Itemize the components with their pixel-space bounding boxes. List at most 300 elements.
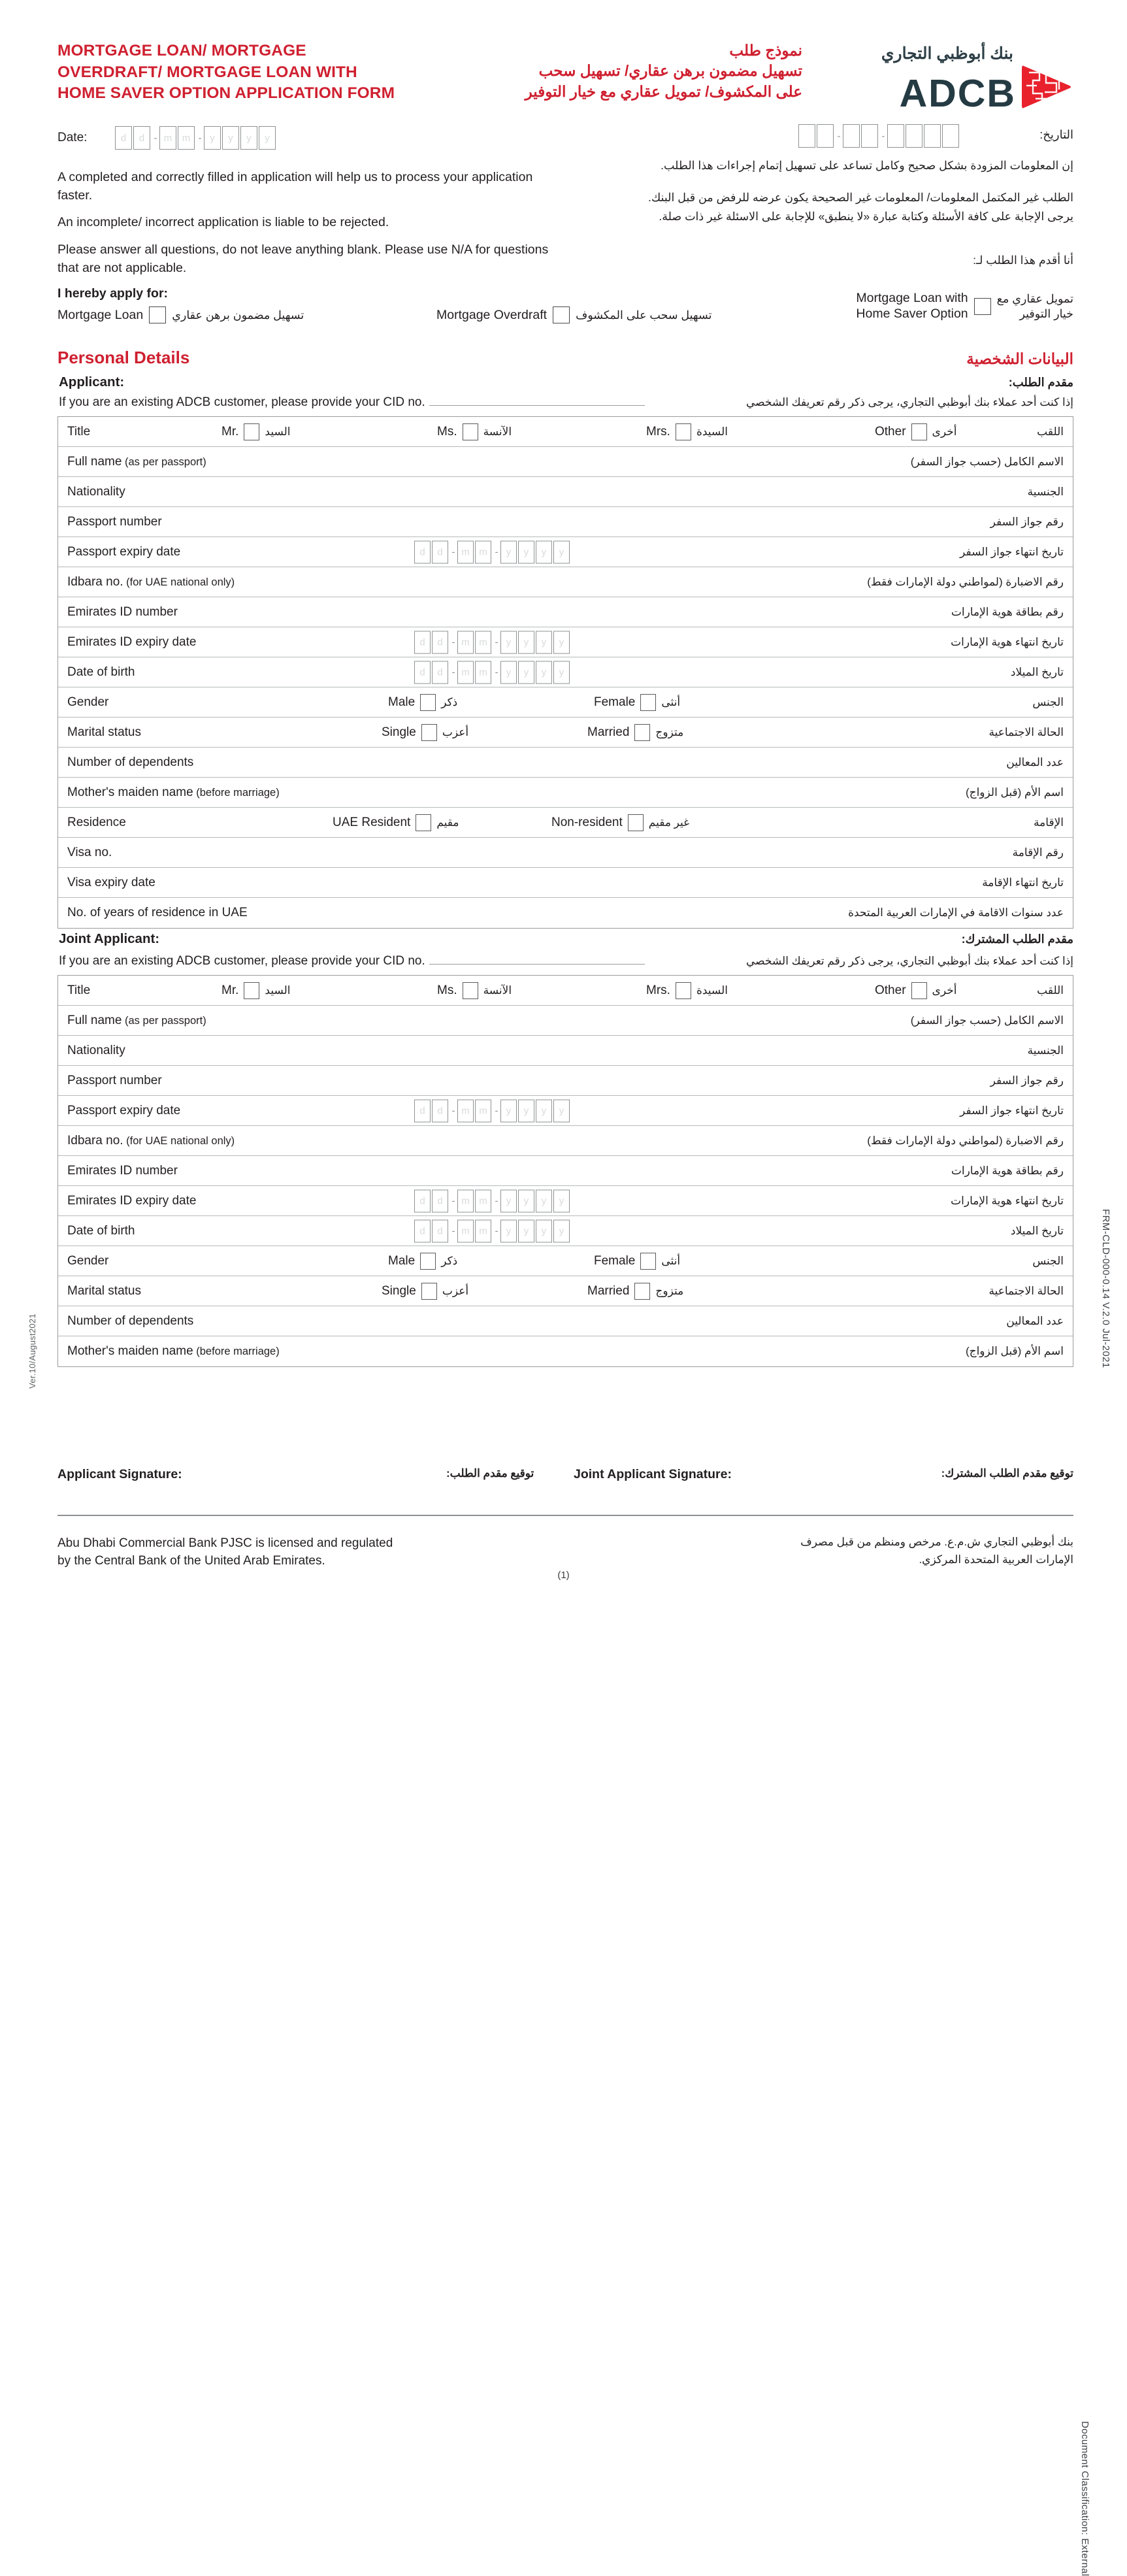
loan-option-2-label-ar: تسهيل سحب على المكشوف bbox=[576, 308, 712, 322]
applicant-row[interactable] bbox=[58, 537, 1073, 567]
date-month1[interactable]: m bbox=[159, 126, 176, 150]
joint-row-10-marital-option-0-label-ar: أعزب bbox=[442, 1284, 469, 1297]
applicant-row-8-date-group[interactable] bbox=[414, 661, 571, 684]
applicant-row-6-label-en: Emirates ID number bbox=[67, 604, 178, 619]
applicant-row-4-day1[interactable]: d bbox=[414, 540, 431, 563]
applicant-row-8-yr1[interactable]: y bbox=[500, 661, 517, 684]
applicant-row-0-title-option-3-checkbox[interactable] bbox=[911, 423, 927, 440]
applicant-row-9-gender-option-0-label-en: Male bbox=[388, 695, 416, 709]
applicant-row-0-title-option-0[interactable] bbox=[221, 423, 291, 440]
joint-row-9-gender-option-0-checkbox[interactable] bbox=[420, 1253, 436, 1270]
joint-row-0-title-option-0-label-ar: السيد bbox=[265, 983, 291, 997]
joint-row-2-label-ar: الجنسية bbox=[1027, 1044, 1064, 1057]
applicant-row-10-marital-option-1[interactable] bbox=[587, 724, 683, 741]
date-ar-sep2: - bbox=[881, 130, 885, 142]
joint-row-10-label-ar: الحالة الاجتماعية bbox=[988, 1284, 1064, 1297]
joint-row-4-label-en: Passport expiry date bbox=[67, 1103, 181, 1117]
joint-row-7-yr4[interactable]: y bbox=[553, 1189, 570, 1212]
applicant-row-10-label-en: Marital status bbox=[67, 725, 141, 739]
joint-row-7-mon2[interactable]: m bbox=[475, 1189, 491, 1212]
joint-row-8-yr4[interactable]: y bbox=[553, 1219, 570, 1242]
date-label: Date: bbox=[57, 131, 88, 144]
applicant-row-13-residence-option-1[interactable] bbox=[551, 814, 689, 831]
applicant-row-0-title-option-0-checkbox[interactable] bbox=[244, 423, 259, 440]
applicant-row-0-title-option-3[interactable] bbox=[875, 423, 956, 440]
joint-row-8-label-ar: تاريخ الميلاد bbox=[1010, 1224, 1064, 1237]
applicant-row-4-day2[interactable]: d bbox=[432, 540, 448, 563]
joint-applicant-subheading: Joint Applicant: bbox=[59, 931, 160, 946]
hereby-apply-label-arabic: أنا أقدم هذا الطلب لـ: bbox=[973, 254, 1073, 267]
applicant-row-7-label-en: Emirates ID expiry date bbox=[67, 635, 197, 649]
joint-row[interactable] bbox=[58, 1126, 1073, 1156]
applicant-row-14-label-en: Visa no. bbox=[67, 845, 112, 859]
date-month2[interactable]: m bbox=[178, 126, 195, 150]
joint-row-4-mon1[interactable]: m bbox=[457, 1099, 474, 1122]
joint-row-0-title-option-1-label-en: Ms. bbox=[437, 983, 457, 997]
applicant-row[interactable] bbox=[58, 597, 1073, 627]
date-day1[interactable]: d bbox=[115, 126, 132, 150]
applicant-row-13-residence-option-0[interactable] bbox=[333, 814, 459, 831]
applicant-row-2-label-en: Nationality bbox=[67, 484, 125, 499]
applicant-row-4-yr1[interactable]: y bbox=[500, 540, 517, 563]
applicant-row-0-title-option-1[interactable] bbox=[437, 423, 512, 440]
joint-row-8-date-group[interactable] bbox=[414, 1219, 571, 1242]
applicant-row-8-yr3[interactable]: y bbox=[536, 661, 552, 684]
applicant-row-8-yr4[interactable]: y bbox=[553, 661, 570, 684]
joint-row-9-gender-option-1-checkbox[interactable] bbox=[640, 1253, 656, 1270]
signature-block bbox=[57, 1467, 1073, 1493]
applicant-row-13-residence-option-0-label-en: UAE Resident bbox=[333, 815, 411, 829]
applicant-row-8-yr2[interactable]: y bbox=[518, 661, 534, 684]
joint-row-5-label-en: Idbara no. (for UAE national only) bbox=[67, 1133, 235, 1148]
joint-row-12-label-en: Mother's maiden name (before marriage) bbox=[67, 1344, 280, 1358]
joint-row-4-yr4[interactable]: y bbox=[553, 1099, 570, 1122]
applicant-cid-note bbox=[59, 395, 645, 410]
applicant-row-10-marital-option-1-label-en: Married bbox=[587, 725, 630, 739]
applicant-row-7-mon2[interactable]: m bbox=[475, 631, 491, 653]
joint-row-10-marital-option-0-label-en: Single bbox=[382, 1283, 416, 1298]
applicant-row-7-yr4[interactable]: y bbox=[553, 631, 570, 653]
date-input-group[interactable] bbox=[115, 126, 277, 150]
form-title-arabic: نموذج طلب تسهيل مضمون برهن عقاري/ تسهيل سحب على المكشوف/ تمويل عقاري مع خيار التوفير bbox=[525, 42, 802, 100]
applicant-row-13-residence-option-1-label-ar: غير مقيم bbox=[648, 816, 690, 829]
joint-row-0-title-option-3[interactable] bbox=[875, 982, 956, 999]
applicant-row-9-label-ar: الجنس bbox=[1032, 695, 1064, 708]
document-classification-side bbox=[1079, 1209, 1111, 2576]
applicant-row-7-yr1[interactable]: y bbox=[500, 631, 517, 653]
footer-divider bbox=[57, 1515, 1073, 1516]
loan-option-3-checkbox[interactable] bbox=[974, 298, 991, 315]
joint-row-0-title-option-1-label-ar: الآنسة bbox=[483, 983, 512, 997]
applicant-row-0-title-option-0-label-ar: السيد bbox=[265, 425, 291, 438]
joint-row-10-marital-option-1[interactable] bbox=[587, 1283, 683, 1300]
applicant-row-4-yr2[interactable]: y bbox=[518, 540, 534, 563]
joint-row-4-yr3[interactable]: y bbox=[536, 1099, 552, 1122]
applicant-row-7-day1[interactable]: d bbox=[414, 631, 431, 653]
footer-text-arabic: بنك أبوظبي التجاري ش.م.ع. مرخص ومنظم من قبل مصرف الإمارات العربية المتحدة المركزي. bbox=[800, 1536, 1073, 1566]
applicant-row-1-label-ar: الاسم الكامل (حسب جواز السفر) bbox=[910, 455, 1064, 468]
applicant-row[interactable] bbox=[58, 447, 1073, 477]
joint-row[interactable] bbox=[58, 1306, 1073, 1336]
applicant-row-10-label-ar: الحالة الاجتماعية bbox=[988, 725, 1064, 738]
applicant-row-10-marital-option-0-checkbox[interactable] bbox=[421, 724, 437, 741]
joint-row-7-label-ar: تاريخ انتهاء هوية الإمارات bbox=[951, 1194, 1064, 1207]
loan-option-3-label-en: Mortgage Loan with Home Saver Option bbox=[856, 291, 968, 321]
applicant-row[interactable] bbox=[58, 567, 1073, 597]
applicant-row-8-mon2[interactable]: m bbox=[475, 661, 491, 684]
applicant-row-1-label-en: Full name (as per passport) bbox=[67, 454, 206, 469]
applicant-row-16-label-ar: عدد سنوات الاقامة في الإمارات العربية المتحدة bbox=[848, 906, 1064, 919]
joint-cid-note-arabic: إذا كنت أحد عملاء بنك أبوظبي التجاري، يرجى ذكر رقم تعريفك الشخصي bbox=[745, 955, 1073, 967]
applicant-row-8-day1[interactable]: d bbox=[414, 661, 431, 684]
joint-row-8-yr1[interactable]: y bbox=[500, 1219, 517, 1242]
applicant-row-3-label-en: Passport number bbox=[67, 514, 162, 529]
applicant-cid-note-text: If you are an existing ADCB customer, please provide your CID no. bbox=[59, 395, 425, 409]
joint-row-11-label-ar: عدد المعالين bbox=[1006, 1314, 1064, 1327]
joint-row[interactable] bbox=[58, 1276, 1073, 1306]
joint-row-4-dash-2: - bbox=[451, 1105, 455, 1116]
applicant-row-15-label-en: Visa expiry date bbox=[67, 875, 155, 889]
applicant-row-0-title-option-1-label-ar: الآنسة bbox=[483, 425, 512, 438]
joint-row[interactable] bbox=[58, 1006, 1073, 1036]
joint-cid-note bbox=[59, 954, 645, 968]
date-year1[interactable]: y bbox=[204, 126, 221, 150]
joint-row-0-title-option-2[interactable] bbox=[646, 982, 728, 999]
hereby-apply-label: I hereby apply for: bbox=[57, 286, 169, 301]
applicant-row-4-dash-5: - bbox=[495, 546, 498, 557]
applicant-row-10-marital-option-0-label-en: Single bbox=[382, 725, 416, 739]
applicant-row-12-label-ar: اسم الأم (قبل الزواج) bbox=[965, 785, 1064, 799]
date-year3[interactable]: y bbox=[240, 126, 257, 150]
joint-row-0-title-option-2-checkbox[interactable] bbox=[676, 982, 691, 999]
joint-row-0-title-option-3-label-en: Other bbox=[875, 983, 906, 997]
applicant-row-13-residence-option-1-label-en: Non-resident bbox=[551, 815, 623, 829]
intro-line-2: An incomplete/ incorrect application is liable to be rejected. bbox=[57, 215, 389, 230]
loan-option-3-label-ar: تمويل عقاري مع خيار التوفير bbox=[996, 292, 1073, 320]
joint-row-8-yr2[interactable]: y bbox=[518, 1219, 534, 1242]
joint-row-9-label-ar: الجنس bbox=[1032, 1254, 1064, 1267]
joint-row-8-dash-5: - bbox=[495, 1225, 498, 1236]
applicant-row-9-gender-option-1[interactable] bbox=[594, 694, 680, 711]
applicant-row[interactable] bbox=[58, 718, 1073, 748]
applicant-row-13-label-en: Residence bbox=[67, 815, 126, 829]
date-sep2: - bbox=[198, 132, 202, 144]
date-day2[interactable]: d bbox=[133, 126, 150, 150]
applicant-row-13-residence-option-0-checkbox[interactable] bbox=[416, 814, 431, 831]
applicant-row-9-label-en: Gender bbox=[67, 695, 109, 709]
joint-row[interactable] bbox=[58, 1246, 1073, 1276]
joint-row-0-title-option-0[interactable] bbox=[221, 982, 291, 999]
footer-text-english: Abu Dhabi Commercial Bank PJSC is licensed and regulated by the Central Bank of the United Arab Emirates. bbox=[57, 1536, 393, 1568]
joint-row-10-label-en: Marital status bbox=[67, 1283, 141, 1298]
applicant-row-0-title-option-2[interactable] bbox=[646, 423, 728, 440]
joint-row-9-gender-option-0-label-ar: ذكر bbox=[441, 1254, 458, 1267]
loan-option-home-saver[interactable] bbox=[856, 291, 1073, 322]
applicant-row-0-title-option-3-label-en: Other bbox=[875, 424, 906, 438]
form-code-text: FRM-CLD-000-0.14 V.2.0 Jul-2021 bbox=[1100, 1209, 1111, 1368]
joint-row-0-label-ar: اللقب bbox=[1037, 983, 1064, 997]
applicant-row-8-label-ar: تاريخ الميلاد bbox=[1010, 665, 1064, 678]
applicant-row-15-label-ar: تاريخ انتهاء الإقامة bbox=[982, 876, 1064, 889]
loan-option-1-checkbox[interactable] bbox=[149, 306, 166, 323]
joint-row-9-gender-option-1-label-en: Female bbox=[594, 1253, 636, 1268]
joint-row-5-label-ar: رقم الاضبارة (لمواطني دولة الإمارات فقط) bbox=[867, 1134, 1064, 1147]
joint-row-4-yr1[interactable]: y bbox=[500, 1099, 517, 1122]
applicant-row-4-yr3[interactable]: y bbox=[536, 540, 552, 563]
applicant-row-5-label-ar: رقم الاضبارة (لمواطني دولة الإمارات فقط) bbox=[867, 575, 1064, 588]
date-ar-m1[interactable] bbox=[843, 124, 860, 148]
joint-row-7-dash-5: - bbox=[495, 1195, 498, 1206]
loan-option-1-label-ar: تسهيل مضمون برهن عقاري bbox=[172, 308, 304, 322]
date-ar-y3[interactable] bbox=[924, 124, 941, 148]
document-classification-text: Document Classification: External bbox=[1079, 2421, 1090, 2576]
joint-applicant-details-table bbox=[57, 975, 1073, 1367]
joint-row-4-label-ar: تاريخ انتهاء جواز السفر bbox=[960, 1104, 1064, 1117]
joint-row-4-dash-5: - bbox=[495, 1105, 498, 1116]
joint-cid-input[interactable] bbox=[429, 955, 645, 965]
applicant-row[interactable] bbox=[58, 627, 1073, 657]
applicant-row-0-label-ar: اللقب bbox=[1037, 425, 1064, 438]
applicant-row[interactable] bbox=[58, 748, 1073, 778]
applicant-row-6-label-ar: رقم بطاقة هوية الإمارات bbox=[951, 605, 1064, 618]
applicant-row-3-label-ar: رقم جواز السفر bbox=[990, 515, 1064, 528]
joint-row-7-date-group[interactable] bbox=[414, 1189, 571, 1212]
applicant-row-14-label-ar: رقم الإقامة bbox=[1012, 846, 1064, 859]
joint-row[interactable] bbox=[58, 1336, 1073, 1366]
applicant-row-7-dash-5: - bbox=[495, 636, 498, 648]
date-label-arabic: التاريخ: bbox=[1039, 128, 1073, 141]
joint-row-10-marital-option-0[interactable] bbox=[382, 1283, 468, 1300]
applicant-row[interactable] bbox=[58, 687, 1073, 718]
joint-row-0-title-option-1-checkbox[interactable] bbox=[463, 982, 478, 999]
joint-row-0-title-option-2-label-en: Mrs. bbox=[646, 983, 670, 997]
joint-row-0-title-option-2-label-ar: السيدة bbox=[696, 983, 728, 997]
applicant-signature-label: Applicant Signature: bbox=[57, 1467, 182, 1481]
joint-row-6-label-ar: رقم بطاقة هوية الإمارات bbox=[951, 1164, 1064, 1177]
applicant-row[interactable] bbox=[58, 868, 1073, 898]
joint-row[interactable] bbox=[58, 1036, 1073, 1066]
joint-row-0-title-option-3-checkbox[interactable] bbox=[911, 982, 927, 999]
date-ar-sep1: - bbox=[837, 130, 841, 142]
joint-row-10-marital-option-1-checkbox[interactable] bbox=[634, 1283, 650, 1300]
joint-row-4-day2[interactable]: d bbox=[432, 1099, 448, 1122]
applicant-row-0-title-option-2-label-ar: السيدة bbox=[696, 425, 728, 438]
date-sep1: - bbox=[154, 132, 157, 144]
joint-row[interactable] bbox=[58, 1156, 1073, 1186]
intro-text-arabic bbox=[603, 157, 1073, 240]
applicant-row-13-label-ar: الإقامة bbox=[1034, 816, 1064, 829]
applicant-row-8-dash-2: - bbox=[451, 667, 455, 678]
joint-row-6-label-en: Emirates ID number bbox=[67, 1163, 178, 1178]
applicant-row[interactable] bbox=[58, 808, 1073, 838]
joint-row[interactable] bbox=[58, 1186, 1073, 1216]
joint-row[interactable] bbox=[58, 1216, 1073, 1246]
joint-row-0-title-option-0-checkbox[interactable] bbox=[244, 982, 259, 999]
joint-row[interactable] bbox=[58, 1096, 1073, 1126]
applicant-row-10-marital-option-1-label-ar: متزوج bbox=[655, 725, 684, 738]
applicant-details-table bbox=[57, 416, 1073, 929]
loan-option-mortgage-overdraft[interactable] bbox=[436, 306, 711, 323]
applicant-row-4-yr4[interactable]: y bbox=[553, 540, 570, 563]
applicant-row-4-dash-2: - bbox=[451, 546, 455, 557]
date-ar-d2[interactable] bbox=[817, 124, 834, 148]
joint-row-8-day2[interactable]: d bbox=[432, 1219, 448, 1242]
joint-row-7-day2[interactable]: d bbox=[432, 1189, 448, 1212]
applicant-row-12-label-en: Mother's maiden name (before marriage) bbox=[67, 785, 280, 799]
applicant-row[interactable] bbox=[58, 507, 1073, 537]
joint-row-7-yr2[interactable]: y bbox=[518, 1189, 534, 1212]
applicant-subheading: Applicant: bbox=[59, 374, 125, 389]
joint-row-4-day1[interactable]: d bbox=[414, 1099, 431, 1122]
intro-ar-line-3: يرجى الإجابة على كافة الأسئلة وكتابة عبارة «لا ينطبق» للإجابة على الاسئلة غير ذات صلة. bbox=[659, 210, 1073, 223]
joint-signature-label-arabic: توقيع مقدم الطلب المشترك: bbox=[941, 1467, 1073, 1479]
applicant-row-10-marital-option-0-label-ar: أعزب bbox=[442, 725, 469, 738]
loan-option-mortgage-loan[interactable] bbox=[57, 306, 304, 323]
joint-row-7-yr1[interactable]: y bbox=[500, 1189, 517, 1212]
adcb-logo bbox=[848, 44, 1073, 115]
intro-line-1: A completed and correctly filled in application will help us to process your application faster. bbox=[57, 170, 533, 203]
applicant-row-9-gender-option-1-checkbox[interactable] bbox=[640, 694, 656, 711]
date-ar-d1[interactable] bbox=[798, 124, 815, 148]
applicant-signature-label-arabic: توقيع مقدم الطلب: bbox=[446, 1467, 534, 1479]
joint-row-7-dash-2: - bbox=[451, 1195, 455, 1206]
applicant-row-10-marital-option-1-checkbox[interactable] bbox=[634, 724, 650, 741]
intro-line-3: Please answer all questions, do not leave anything blank. Please use N/A for questions that are not applicable. bbox=[57, 242, 549, 275]
applicant-row-9-gender-option-1-label-en: Female bbox=[594, 695, 636, 709]
date-ar-y2[interactable] bbox=[906, 124, 923, 148]
applicant-row-11-label-ar: عدد المعالين bbox=[1006, 755, 1064, 768]
joint-row-8-day1[interactable]: d bbox=[414, 1219, 431, 1242]
applicant-row-4-label-ar: تاريخ انتهاء جواز السفر bbox=[960, 545, 1064, 558]
applicant-row-4-mon1[interactable]: m bbox=[457, 540, 474, 563]
date-ar-y1[interactable] bbox=[887, 124, 904, 148]
applicant-row-9-gender-option-0-checkbox[interactable] bbox=[420, 694, 436, 711]
page-number: (1) bbox=[557, 1570, 570, 1581]
joint-row-8-label-en: Date of birth bbox=[67, 1223, 135, 1238]
applicant-row-0-title-option-0-label-en: Mr. bbox=[221, 424, 239, 438]
joint-row-0-title-option-1[interactable] bbox=[437, 982, 512, 999]
applicant-row-9-gender-option-0[interactable] bbox=[388, 694, 457, 711]
intro-ar-line-2: الطلب غير المكتمل المعلومات/ المعلومات غير الصحيحة يكون عرضه للرفض من قبل البنك. bbox=[647, 191, 1073, 205]
joint-row-7-day1[interactable]: d bbox=[414, 1189, 431, 1212]
joint-row-4-date-group[interactable] bbox=[414, 1099, 571, 1122]
applicant-row[interactable] bbox=[58, 838, 1073, 868]
joint-row-12-label-ar: اسم الأم (قبل الزواج) bbox=[965, 1345, 1064, 1357]
applicant-row-0-title-option-3-label-ar: أخرى bbox=[932, 425, 957, 438]
adcb-triangle-icon bbox=[1020, 63, 1073, 110]
joint-row-0-title-option-3-label-ar: أخرى bbox=[932, 983, 957, 997]
joint-row-1-label-ar: الاسم الكامل (حسب جواز السفر) bbox=[910, 1014, 1064, 1027]
applicant-row-0-title-option-2-checkbox[interactable] bbox=[676, 423, 691, 440]
applicant-row-13-residence-option-1-checkbox[interactable] bbox=[628, 814, 644, 831]
applicant-row-7-dash-2: - bbox=[451, 636, 455, 648]
joint-row-8-mon1[interactable]: m bbox=[457, 1219, 474, 1242]
applicant-row-4-date-group[interactable] bbox=[414, 540, 571, 563]
applicant-cid-input[interactable] bbox=[429, 397, 645, 406]
intro-text-english bbox=[57, 169, 554, 303]
joint-signature-label: Joint Applicant Signature: bbox=[574, 1467, 732, 1481]
joint-row-9-gender-option-1-label-ar: أنثى bbox=[661, 1254, 681, 1267]
joint-row-4-yr2[interactable]: y bbox=[518, 1099, 534, 1122]
date-year4[interactable]: y bbox=[259, 126, 276, 150]
joint-row-8-yr3[interactable]: y bbox=[536, 1219, 552, 1242]
applicant-row[interactable] bbox=[58, 417, 1073, 447]
joint-row-0-label-en: Title bbox=[67, 983, 91, 997]
joint-row-9-gender-option-0[interactable] bbox=[388, 1253, 457, 1270]
joint-row-3-label-ar: رقم جواز السفر bbox=[990, 1074, 1064, 1087]
date-input-group-arabic[interactable] bbox=[798, 124, 960, 148]
form-title-english: MORTGAGE LOAN/ MORTGAGE OVERDRAFT/ MORTGAGE LOAN WITH HOME SAVER OPTION APPLICATION FORM bbox=[57, 42, 395, 103]
applicant-row-7-yr2[interactable]: y bbox=[518, 631, 534, 653]
applicant-row-0-title-option-1-checkbox[interactable] bbox=[463, 423, 478, 440]
joint-row-10-marital-option-1-label-en: Married bbox=[587, 1283, 630, 1298]
applicant-row-0-title-option-1-label-en: Ms. bbox=[437, 424, 457, 438]
joint-row-4-mon2[interactable]: m bbox=[475, 1099, 491, 1122]
joint-row-7-yr3[interactable]: y bbox=[536, 1189, 552, 1212]
applicant-row-8-dash-5: - bbox=[495, 667, 498, 678]
joint-row-10-marital-option-0-checkbox[interactable] bbox=[421, 1283, 437, 1300]
joint-row-9-gender-option-0-label-en: Male bbox=[388, 1253, 416, 1268]
applicant-row-7-mon1[interactable]: m bbox=[457, 631, 474, 653]
applicant-row-7-label-ar: تاريخ انتهاء هوية الإمارات bbox=[951, 635, 1064, 648]
applicant-row[interactable] bbox=[58, 477, 1073, 507]
version-side-text-left: Ver.10/August2021 bbox=[27, 1313, 37, 1389]
joint-row-7-mon1[interactable]: m bbox=[457, 1189, 474, 1212]
applicant-row-10-marital-option-0[interactable] bbox=[382, 724, 468, 741]
joint-row[interactable] bbox=[58, 1066, 1073, 1096]
date-year2[interactable]: y bbox=[222, 126, 239, 150]
joint-row-8-dash-2: - bbox=[451, 1225, 455, 1236]
joint-row-3-label-en: Passport number bbox=[67, 1073, 162, 1087]
applicant-row-7-yr3[interactable]: y bbox=[536, 631, 552, 653]
applicant-row[interactable] bbox=[58, 657, 1073, 687]
applicant-row-8-label-en: Date of birth bbox=[67, 665, 135, 679]
applicant-row-7-day2[interactable]: d bbox=[432, 631, 448, 653]
applicant-row-8-day2[interactable]: d bbox=[432, 661, 448, 684]
applicant-row-9-gender-option-1-label-ar: أنثى bbox=[661, 695, 681, 708]
applicant-row-7-date-group[interactable] bbox=[414, 631, 571, 653]
intro-ar-line-1: إن المعلومات المزودة بشكل صحيح وكامل تساعد على تسهيل إتمام إجراءات هذا الطلب. bbox=[661, 159, 1073, 172]
joint-row-9-gender-option-1[interactable] bbox=[594, 1253, 680, 1270]
joint-applicant-subheading-arabic: مقدم الطلب المشترك: bbox=[961, 933, 1073, 946]
loan-option-1-label-en: Mortgage Loan bbox=[57, 307, 144, 322]
applicant-row-5-label-en: Idbara no. (for UAE national only) bbox=[67, 574, 235, 589]
applicant-row-11-label-en: Number of dependents bbox=[67, 755, 194, 769]
logo-wordmark: ADCB bbox=[899, 71, 1016, 115]
applicant-cid-note-arabic: إذا كنت أحد عملاء بنك أبوظبي التجاري، يرجى ذكر رقم تعريفك الشخصي bbox=[745, 396, 1073, 408]
joint-row-9-label-en: Gender bbox=[67, 1253, 109, 1268]
joint-row[interactable] bbox=[58, 976, 1073, 1006]
applicant-row[interactable] bbox=[58, 778, 1073, 808]
applicant-row-4-mon2[interactable]: m bbox=[475, 540, 491, 563]
applicant-row-0-title-option-2-label-en: Mrs. bbox=[646, 424, 670, 438]
date-ar-y4[interactable] bbox=[942, 124, 959, 148]
joint-row-11-label-en: Number of dependents bbox=[67, 1313, 194, 1328]
joint-row-8-mon2[interactable]: m bbox=[475, 1219, 491, 1242]
joint-cid-note-text: If you are an existing ADCB customer, please provide your CID no. bbox=[59, 954, 425, 968]
date-ar-m2[interactable] bbox=[861, 124, 878, 148]
applicant-row-13-residence-option-0-label-ar: مقيم bbox=[436, 816, 459, 829]
joint-row-1-label-en: Full name (as per passport) bbox=[67, 1013, 206, 1027]
loan-option-2-checkbox[interactable] bbox=[553, 306, 570, 323]
applicant-row-4-label-en: Passport expiry date bbox=[67, 544, 181, 559]
joint-row-10-marital-option-1-label-ar: متزوج bbox=[655, 1284, 684, 1297]
applicant-row[interactable] bbox=[58, 898, 1073, 928]
logo-arabic-text: بنك أبوظبي التجاري bbox=[881, 44, 1013, 63]
applicant-row-8-mon1[interactable]: m bbox=[457, 661, 474, 684]
page-header bbox=[57, 41, 1073, 122]
loan-option-2-label-en: Mortgage Overdraft bbox=[436, 307, 547, 322]
